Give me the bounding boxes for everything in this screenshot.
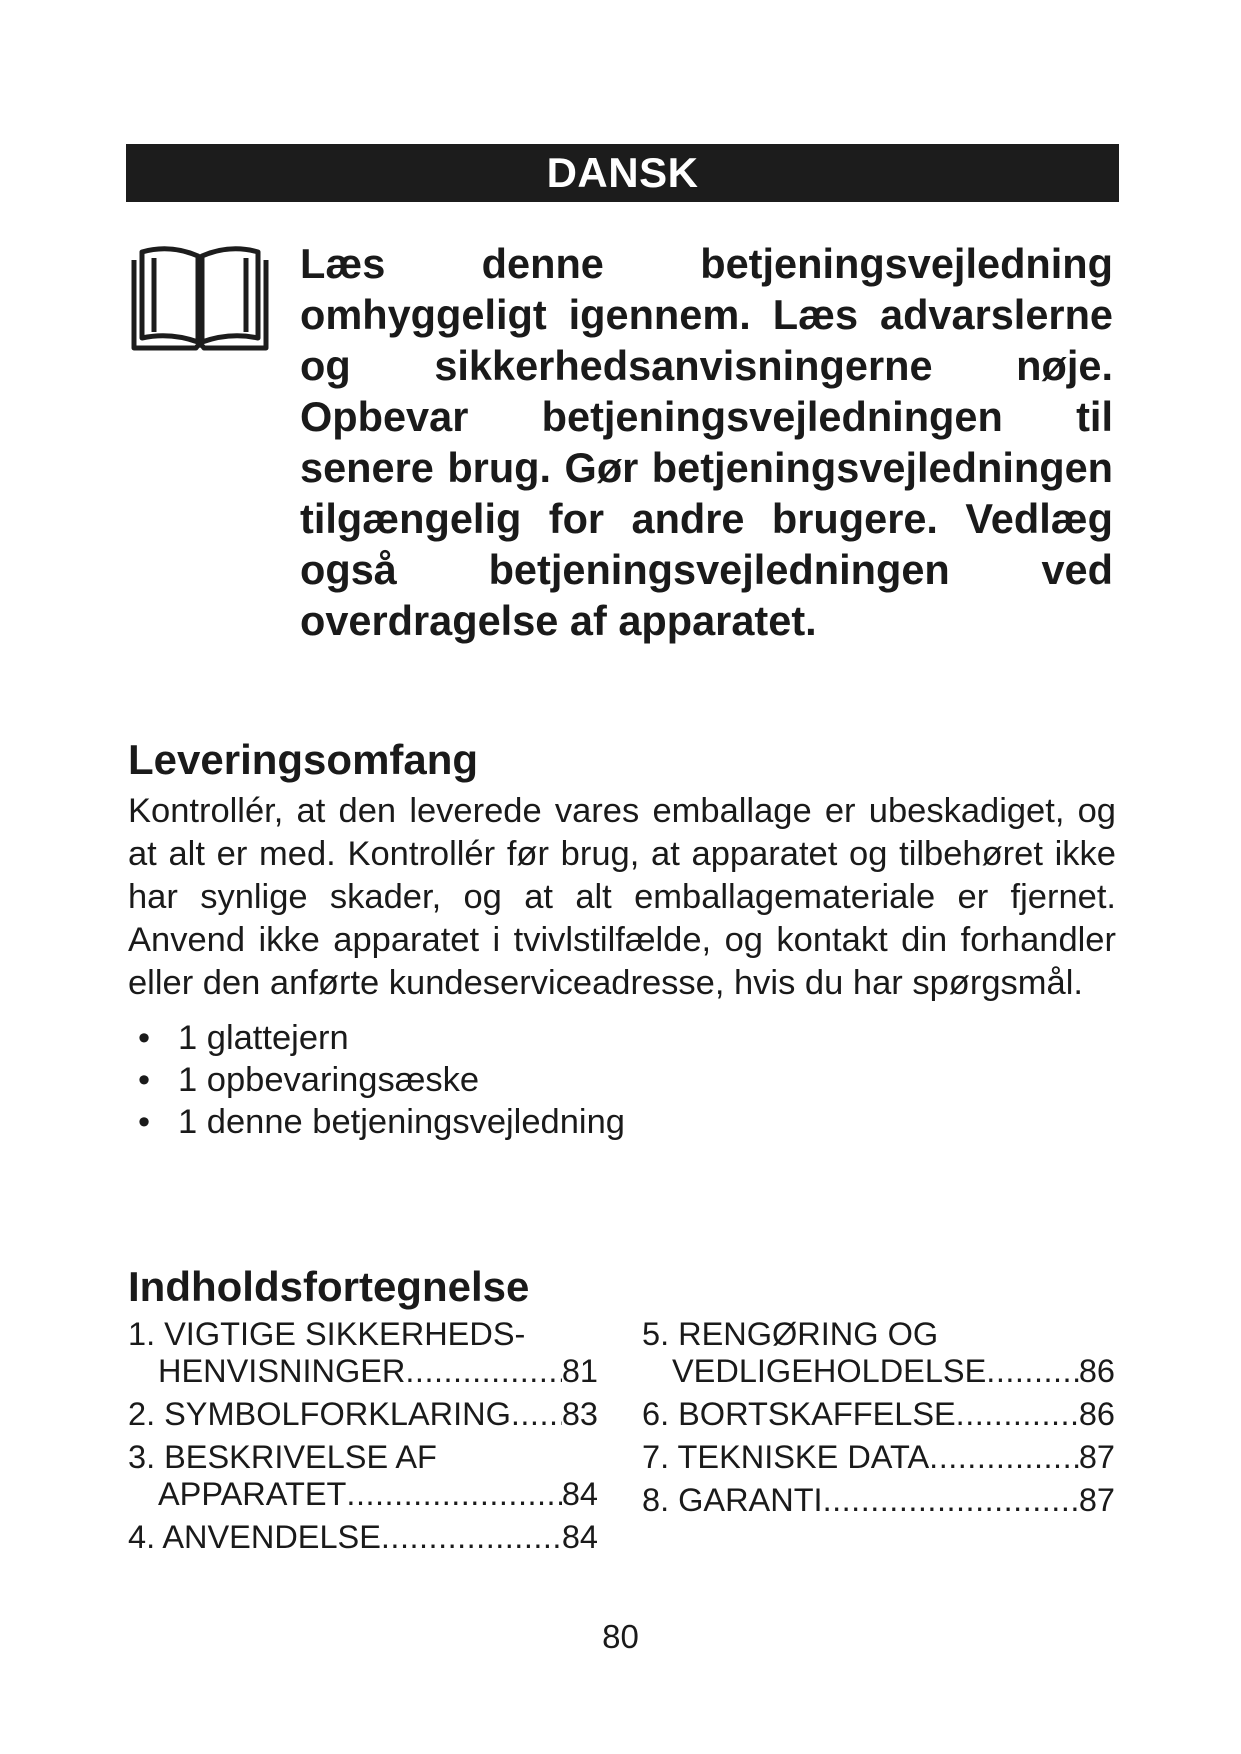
toc-page-number: 83 — [561, 1396, 598, 1432]
toc-entry-title: 2. SYMBOLFORKLARING — [128, 1396, 511, 1432]
dot-leader — [346, 1476, 561, 1513]
dot-leader — [405, 1353, 561, 1390]
toc-entry-title: 5. RENGØRING OG — [642, 1316, 939, 1352]
toc-entry — [128, 1439, 598, 1513]
toc-entry-title: 8. GARANTI — [642, 1482, 823, 1518]
toc-entry-title-cont: APPARATET — [158, 1476, 347, 1512]
toc-entry-title: 6. BORTSKAFFELSE — [642, 1396, 956, 1432]
language-header: DANSK — [126, 144, 1119, 202]
open-book-icon — [130, 238, 270, 353]
dot-leader — [929, 1439, 1079, 1476]
toc-page-number: 84 — [561, 1476, 598, 1512]
toc-entry — [642, 1482, 1115, 1519]
toc-entry — [128, 1519, 598, 1556]
intro-instructions: Læs denne betjeningsvejledning omhyggeligt igennem. Læs advarslerne og sikkerhedsanvisningerne nøje. Opbevar betjeningsvejledningen til senere brug. Gør betjeningsvejledningen tilgængelig for andre brugere. Vedlæg også betjeningsvejledningen ved overdragelse af apparatet. — [300, 240, 1113, 644]
dot-leader — [381, 1519, 562, 1556]
toc-page-number: 87 — [1078, 1439, 1115, 1475]
toc-entry-title: 3. BESKRIVELSE AF — [128, 1439, 437, 1475]
toc-page-number: 81 — [561, 1353, 598, 1389]
toc-entry-title-cont: HENVISNINGER — [158, 1353, 406, 1389]
toc-entry — [642, 1396, 1115, 1433]
toc-entry-title: 1. VIGTIGE SIKKERHEDS- — [128, 1316, 526, 1352]
toc-column-left — [128, 1316, 598, 1562]
toc-entry-title-cont: VEDLIGEHOLDELSE — [672, 1353, 987, 1389]
dot-leader — [823, 1482, 1079, 1519]
toc-page-number: 86 — [1078, 1396, 1115, 1432]
toc-entry — [128, 1396, 598, 1433]
page-number: 80 — [602, 1618, 639, 1655]
toc-column-right — [642, 1316, 1115, 1525]
toc-entry — [128, 1316, 598, 1390]
toc-entry-title: 4. ANVENDELSE — [128, 1519, 381, 1555]
toc-entry — [642, 1316, 1115, 1390]
list-item: • 1 denne betjeningsvejledning — [138, 1101, 625, 1143]
toc-page-number: 84 — [561, 1519, 598, 1555]
list-item: • 1 glattejern — [138, 1017, 625, 1059]
toc-page-number: 87 — [1078, 1482, 1115, 1518]
toc-entry-title: 7. TEKNISKE DATA — [642, 1439, 930, 1475]
delivery-heading: Leveringsomfang — [128, 736, 479, 783]
delivery-paragraph: Kontrollér, at den leverede vares emballage er ubeskadiget, og at alt er med. Kontrollér før brug, at apparatet og tilbehøret ikke har synlige skader, og at alt emballagemateriale er fjernet. Anvend ikke apparatet i tvivlstilfælde, og kontakt din forhandler eller den anførte kundeserviceadresse, hvis du har spørgsmål. — [128, 792, 1116, 1002]
delivery-list — [138, 1017, 625, 1143]
toc-heading: Indholdsfortegnelse — [128, 1263, 530, 1310]
toc-page-number: 86 — [1078, 1353, 1115, 1389]
dot-leader — [986, 1353, 1079, 1390]
list-item: • 1 opbevaringsæske — [138, 1059, 625, 1101]
dot-leader — [956, 1396, 1079, 1433]
toc-entry — [642, 1439, 1115, 1476]
dot-leader — [511, 1396, 562, 1433]
